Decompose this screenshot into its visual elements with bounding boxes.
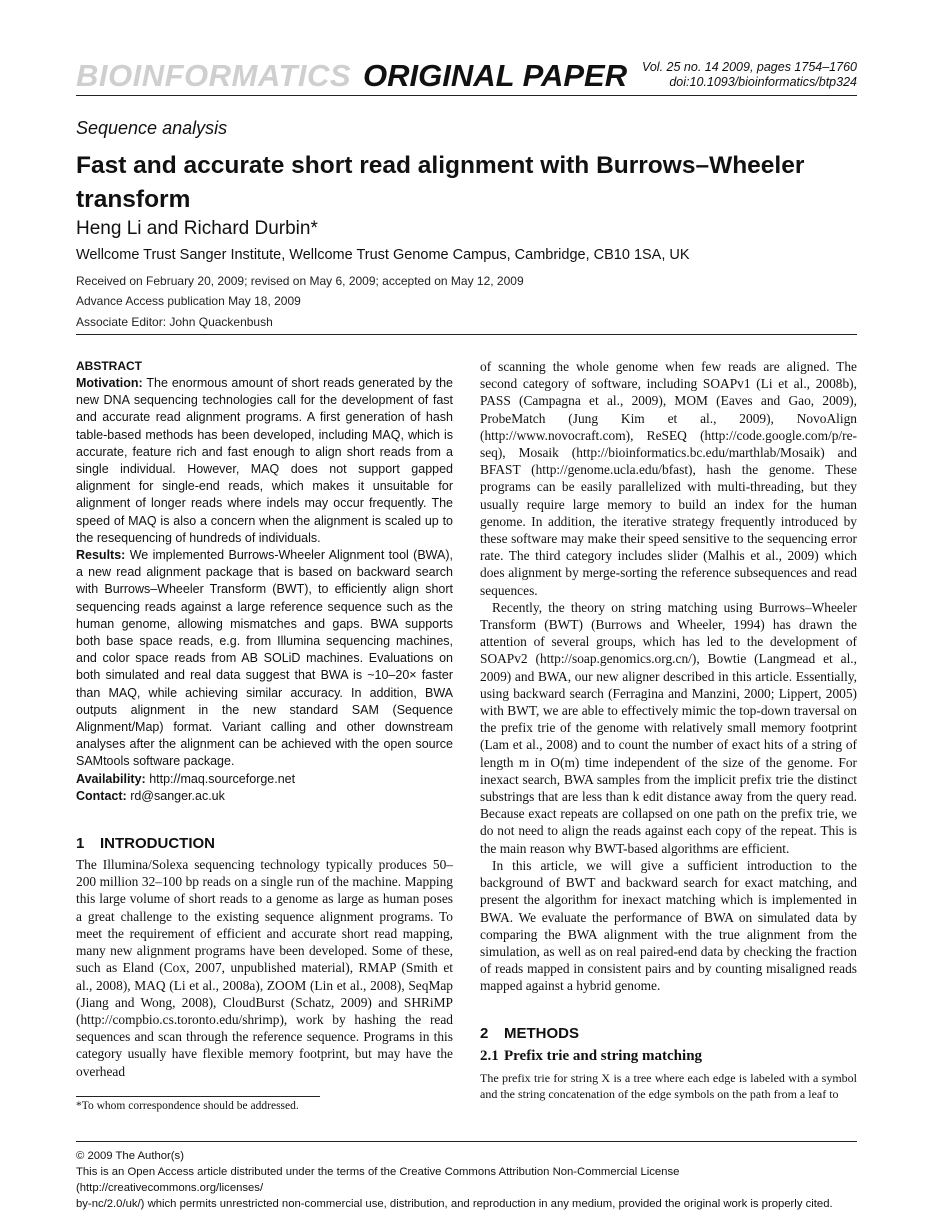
left-column	[76, 358, 453, 1080]
right-paragraph-3: In this article, we will give a sufficient introduction to the background of BWT and backward search for exact matching, and present the algorithm for inexact matching which is implemented in BWA. We evaluate the performance of BWA on simulated data by comparing the BWA alignment with the true alignment from the simulation, as well as on real paired-end data by checking the fraction of reads mapped in consistent pairs and by counting misaligned reads mapped against a hybrid genome.	[480, 857, 857, 994]
copyright-line: © 2009 The Author(s)	[76, 1150, 184, 1162]
footnote: *To whom correspondence should be addressed.	[76, 1100, 299, 1112]
motivation-text: The enormous amount of short reads generated by the new DNA sequencing technologies call for the development of fast and accurate read alignment programs. A first generation of hash table-based methods has been developed, including MAQ, which is accurate, feature rich and fast enough to align short reads from a single individual. However, MAQ does not support gapped alignment for single-end reads, which makes it unsuitable for alignment of longer reads where indels may occur frequently. The speed of MAQ is also a concern when the alignment is scaled up to the resequencing of hundreds of individuals.	[76, 376, 454, 545]
journal-name: BIOINFORMATICS	[76, 58, 352, 93]
contact-email[interactable]: rd@sanger.ac.uk	[130, 788, 225, 803]
doi[interactable]: doi:10.1093/bioinformatics/btp324	[669, 75, 857, 89]
license-line-2: by-nc/2.0/uk/) which permits unrestricted non-commercial use, distribution, and reproduction in any medium, provided the original work is properly cited.	[76, 1198, 833, 1210]
header-rule	[76, 95, 857, 96]
volume-pages: Vol. 25 no. 14 2009, pages 1754–1760	[641, 60, 857, 74]
subsection-number: 2.1	[480, 1047, 499, 1064]
right-paragraph-1: of scanning the whole genome when few reads are aligned. The second category of software, including SOAPv1 (Li et al., 2008b), PASS (Campagna et al., 2009), MOM (Eaves and Gao, 2009), ProbeMatch (Jung Kim et al., 2009), NovoAlign (http://www.novocraft.com), ReSEQ (http://code.google.com/p/re-seq), Mosaik (http://bioinformatics.bc.edu/marthlab/Mosaik) and BFAST (http://genome.ucla.edu/bfast), hash the genome. These programs can be easily parallelized with multi-threading, but they usually require large memory to build an index for the human genome. In addition, the iterative strategy frequently introduced by these software may make their speed sensitive to the sequencing error rate. The third category includes slider (Malhis et al., 2009) which does alignment by merge-sorting the reference subsequences and read sequences.	[480, 359, 857, 598]
availability-link[interactable]: http://maq.sourceforge.net	[149, 771, 296, 786]
copyright-block	[76, 1148, 861, 1212]
abstract-heading: ABSTRACT	[76, 359, 142, 373]
paper-type: ORIGINAL PAPER	[363, 58, 628, 93]
subsection-heading	[480, 1048, 857, 1065]
methods-heading	[480, 1025, 857, 1042]
prefix-trie-paragraph: The prefix trie for string X is a tree where each edge is labeled with a symbol and the string concatenation of the edge symbols on the path from a leaf to	[480, 1070, 857, 1102]
received-dates: Received on February 20, 2009; revised on May 6, 2009; accepted on May 12, 2009	[76, 274, 524, 288]
article-title: Fast and accurate short read alignment with Burrows–Wheeler transform	[76, 152, 805, 213]
intro-title: INTRODUCTION	[100, 835, 215, 853]
results-label: Results:	[76, 548, 126, 563]
affiliation: Wellcome Trust Sanger Institute, Wellcome Trust Genome Campus, Cambridge, CB10 1SA, UK	[76, 247, 690, 263]
abstract-results	[76, 547, 453, 771]
license-line-1: This is an Open Access article distributed under the terms of the Creative Commons Attribution Non-Commercial License (http://creativecommons.org/licenses/	[76, 1166, 680, 1194]
subsection-title: Prefix trie and string matching	[504, 1047, 703, 1064]
methods-number: 2	[480, 1024, 489, 1042]
right-column	[480, 358, 857, 1103]
methods-title: METHODS	[504, 1024, 579, 1042]
footer-rule	[76, 1141, 857, 1142]
availability-label: Availability:	[76, 771, 146, 786]
title-rule	[76, 334, 857, 335]
intro-number: 1	[76, 835, 85, 853]
contact-label: Contact:	[76, 788, 127, 803]
associate-editor: Associate Editor: John Quackenbush	[76, 315, 273, 329]
abstract-motivation	[76, 375, 453, 547]
advance-access: Advance Access publication May 18, 2009	[76, 294, 301, 308]
intro-paragraph: The Illumina/Solexa sequencing technology typically produces 50–200 million 32–100 bp reads on a single run of the machine. Mapping this large volume of short reads to a genome as large as human poses a great challenge to the existing sequence alignment programs. To meet the requirement of efficient and accurate short read mapping, many new alignment programs have been developed. Some of these, such as Eland (Cox, 2007, unpublished material), RMAP (Smith et al., 2008), MAQ (Li et al., 2008a), ZOOM (Lin et al., 2008), SeqMap (Jiang and Wong, 2008), CloudBurst (Schatz, 2009) and SHRiMP (http://compbio.cs.toronto.edu/shrimp), work by hashing the read sequences and scan through the reference sequence. Programs in this category usually have flexible memory footprint, but may have the overhead	[76, 857, 453, 1079]
motivation-label: Motivation:	[76, 376, 143, 390]
section-label: Sequence analysis	[76, 118, 228, 138]
intro-heading	[76, 835, 453, 852]
abstract-contact	[76, 788, 453, 805]
citation-block	[642, 60, 857, 90]
right-paragraph-2: Recently, the theory on string matching using Burrows–Wheeler Transform (BWT) (Burrows and Wheeler, 1994) has drawn the attention of several groups, which has led to the development of SOAPv2 (http://soap.genomics.org.cn/), Bowtie (Langmead et al., 2009) and BWA, our new aligner described in this article. Essentially, using backward search (Ferragina and Manzini, 2000; Lippert, 2005) with BWT, we are able to effectively mimic the top-down traversal on the prefix trie of the genome with relatively small memory footprint (Lam et al., 2008) and to count the number of exact hits of a string of length m in O(m) time independent of the size of the genome. For inexact search, BWA samples from the implicit prefix trie the distinct substrings that are less than k edit distance away from the query read. Because exact repeats are collapsed on one path on the prefix trie, we do not need to align the reads against each copy of the repeat. This is the main reason why BWT-based algorithms are efficient.	[480, 599, 857, 856]
authors: Heng Li and Richard Durbin*	[76, 218, 318, 239]
abstract-availability	[76, 771, 453, 788]
results-text: We implemented Burrows-Wheeler Alignment tool (BWA), a new read alignment package that is based on backward search with Burrows–Wheeler Transform (BWT), to efficiently align short sequencing reads against a large reference sequence such as the human genome, allowing mismatches and gaps. BWA supports both base space reads, e.g. from Illumina sequencing machines, and color space reads from AB SOLiD machines. Evaluations on both simulated and real data suggest that BWA is ~10–20× faster than MAQ, while achieving similar accuracy. In addition, BWA outputs alignment in the new standard SAM (Sequence Alignment/Map) format. Variant calling and other downstream analyses after the alignment can be achieved with the open source SAMtools software package.	[76, 548, 453, 769]
footnote-rule	[76, 1096, 320, 1097]
